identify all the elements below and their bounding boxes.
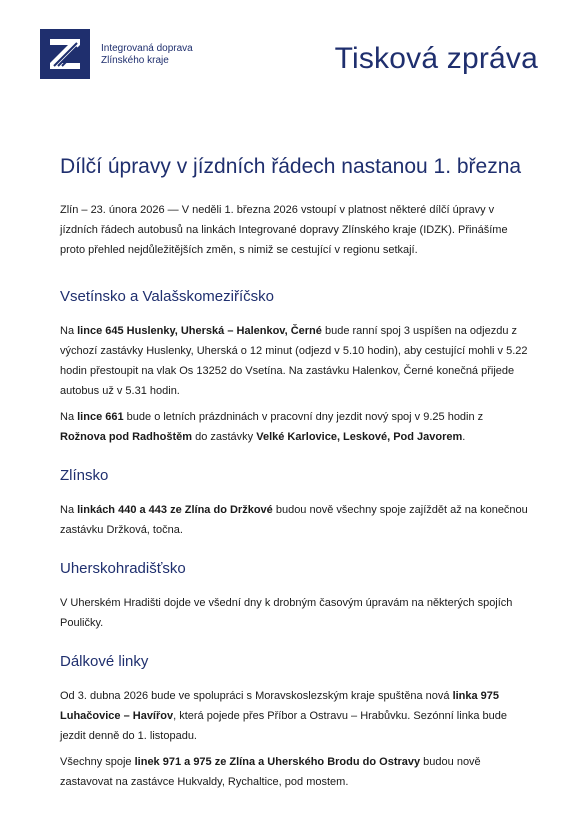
text: bude ranní spoj 3 uspíšen na odjezdu z výchozí zastávky Huslenky, Uherská o 12 minut (odjezd v 5.10 hodin), aby cestující mohli v 5.22 hodin přestoupit na vlak Os 13252 do Vsetína. Na zastávku Halenkov, Černé konečná přijede autobus už v 5.31 hodin. [60,325,528,397]
org-name [101,43,193,67]
lead-paragraph: Zlín – 23. února 2026 — V neděli 1. března 2026 vstoupí v platnost některé dílčí úpravy v jízdních řádech autobusů na linkách Integrované dopravy Zlínského kraje (IDZK). Přinášíme proto přehled nejdůležitějších změn, s nimiž se cestující v regionu setkají. [60,204,508,256]
section-heading: Zlínsko [60,467,109,484]
bold-text: lince 645 Huslenky, Uherská – Halenkov, [77,325,288,337]
document-type: Tisková zpráva [334,42,538,75]
paragraph [60,407,532,447]
text: Od 3. dubna 2026 bude ve spolupráci s Moravskoslezským kraje spuštěna nová [60,690,453,702]
section-dalkove-linky [60,653,532,792]
idzk-logo [40,29,90,79]
text: bude o letních prázdninách v pracovní dny jezdit nový spoj v 9.25 hodin z [123,411,484,423]
text: Všechny spoje [60,756,135,768]
text: budou nově všechny spoje zajíždět až na konečnou zastávku Držková, točna. [60,504,528,536]
section-vsetinsko [60,288,532,447]
page-title: Dílčí úpravy v jízdních řádech nastanou 1. března [60,155,522,178]
section-heading: Dálkové linky [60,653,149,670]
bold-text: Rožnova pod Radhoštěm [60,431,193,443]
paragraph [60,500,532,540]
text: do zastávky [192,431,257,443]
org-name-line2: Zlínského kraje [101,55,169,66]
bold-text: linkách 440 a 443 ze Zlína do Držkové [77,504,273,516]
article-body [60,200,532,812]
text: Na [60,325,78,337]
bold-text: linka 975 Luhačovice – Havířov [60,690,500,722]
section-heading: Uherskohradišťsko [60,560,186,577]
text: Na [60,504,78,516]
bold-text: Černé [290,325,322,337]
bold-text: Velké Karlovice, Leskové, Pod Javorem [256,431,463,443]
org-name-line1: Integrovaná doprava [101,43,193,54]
paragraph: V Uherském Hradišti dojde ve všední dny k drobným časovým úpravám na některých spojích Pouličky. [60,597,513,629]
paragraph [60,321,532,401]
text: Na [60,411,78,423]
text: , která pojede přes Příbor a Ostravu – Hrabůvku. Sezónní linka bude jezdit denně do 1. listopadu. [60,710,507,742]
idzk-logo-mark [40,29,90,79]
paragraph [60,752,532,792]
text: budou nově zastavovat na zastávce Hukvaldy, Rychaltice, pod mostem. [60,756,481,788]
section-uherskohradistsko [60,560,532,633]
section-zlinsko [60,467,532,540]
bold-text: lince 661 [77,411,124,423]
section-heading: Vsetínsko a Valašskomeziříčsko [60,288,274,305]
text: . [462,431,466,443]
bold-text: linek 971 a 975 ze Zlína a Uherského Brodu do Ostravy [134,756,421,768]
paragraph [60,686,532,746]
